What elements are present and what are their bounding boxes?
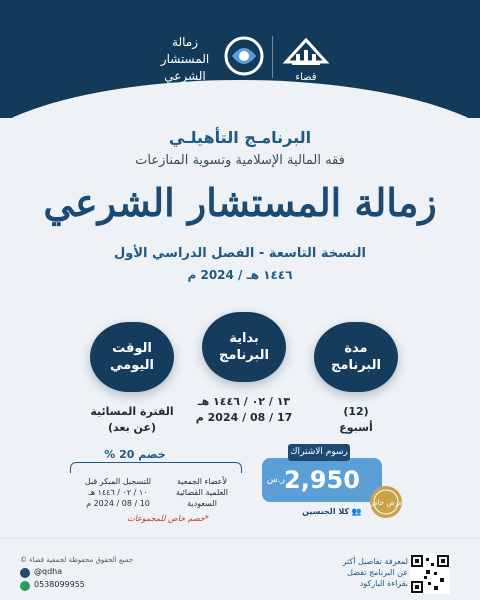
price-currency: ر.س <box>266 475 286 485</box>
program-type-heading: البرنامـج التأهيلـي <box>168 128 312 147</box>
year-text: ١٤٤٦ هـ / 2024 م <box>187 268 293 282</box>
discount-early: للتسجيل المبكر قبل ١٠ / ٠٢ / ١٤٤٦ هـ 10 / 08 / 2024 م <box>84 477 152 508</box>
qr-instruction: لمعرفة تفاصيل أكثر عن البرنامج تفضل بقراءة الباركود <box>342 557 408 588</box>
card-start <box>195 312 293 424</box>
discount-bracket <box>70 462 242 473</box>
phone-contact[interactable] <box>20 580 140 592</box>
qdha-logo-label: قضاء <box>295 72 317 83</box>
discount-title: خصم 20 % <box>104 448 166 461</box>
copyright-text: © جميع الحقوق محفوظة لجمعية قضاء <box>20 556 134 564</box>
footer-divider <box>0 538 480 539</box>
qr-code-icon[interactable] <box>410 554 450 594</box>
fee-tag: رسوم الاشتراك <box>288 444 350 461</box>
zamala-logo-text: زمالة المستشار الشرعي <box>160 35 210 83</box>
logo-divider <box>272 36 273 78</box>
x-icon <box>20 568 30 578</box>
social-handle-text: @qdha <box>34 567 63 576</box>
card-duration <box>308 322 404 434</box>
card-daily-time <box>84 322 180 434</box>
edition-text: النسخة التاسعة - الفصل الدراسي الأول <box>113 246 366 261</box>
card-label: بداية البرنامج <box>219 331 269 363</box>
program-main-title: زمالة المستشار الشرعي <box>43 180 437 225</box>
whatsapp-icon <box>20 581 30 591</box>
both-genders-label: 👥 كلا الجنسين <box>302 507 362 516</box>
social-handle[interactable] <box>20 567 140 579</box>
card-value: (12) أسبوع <box>339 405 373 434</box>
price-amount: 2,950 <box>284 466 360 494</box>
special-offer-badge-icon <box>368 484 404 520</box>
discount-members: لأعضاء الجمعية العلمية القضائية السعودية <box>175 477 229 508</box>
card-label: مدة البرنامج <box>331 341 381 373</box>
card-value: الفترة المسائية (عن بعد) <box>90 405 174 434</box>
card-label: الوقت اليومي <box>110 341 154 373</box>
group-discount-note: *خصم خاص للمجموعات <box>127 514 209 523</box>
zamala-emblem-icon <box>218 30 270 82</box>
program-subject: فقه المالية الإسلامية وتسوية المنازعات <box>135 153 345 168</box>
phone-text: 0538099955 <box>34 580 85 589</box>
card-value: ١٣ / ٠٢ / ١٤٤٦ هـ 17 / 08 / 2024 م <box>195 395 293 424</box>
offer-badge-text: عرض خاص <box>369 499 403 507</box>
